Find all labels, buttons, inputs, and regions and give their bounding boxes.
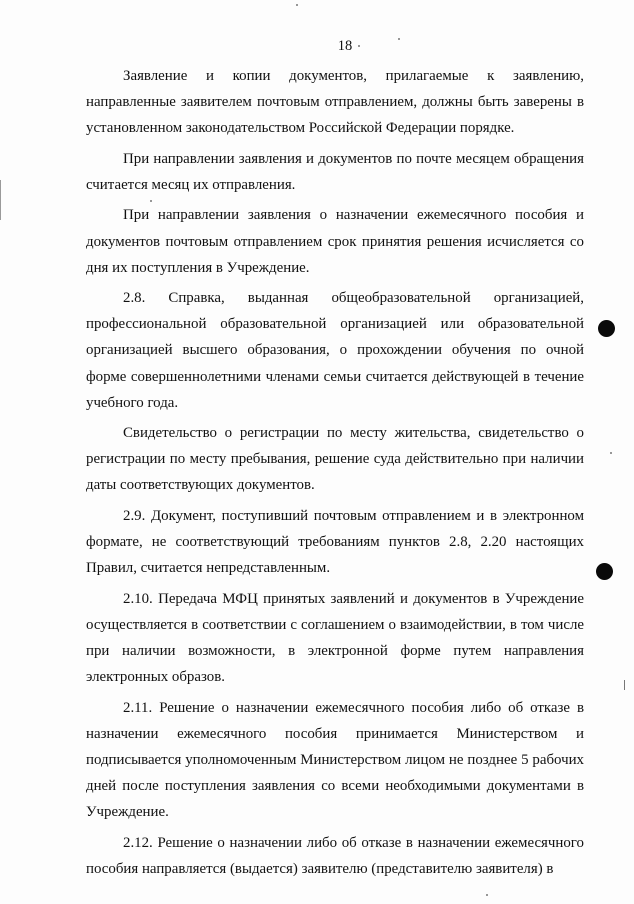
scan-speck [358,45,360,47]
paragraph-2-10: 2.10. Передача МФЦ принятых заявлений и документов в Учреждение осуществляется в соответствии с соглашением о взаимодействии, в том числе при наличии возможности, в электронной форме путем направления электронных образов. [86,590,584,686]
scan-speck [610,452,612,454]
paragraph-2-11: 2.11. Решение о назначении ежемесячного пособия либо об отказе в назначении ежемесячного пособия принимается Министерством и подписывается уполномоченным Министерством лицом не позднее 5 рабочих дней после поступления заявления со всеми необходимыми документами в Учреждение. [86,699,584,821]
paragraph-2-12: 2.12. Решение о назначении либо об отказе в назначении ежемесячного пособия направляется (выдается) заявителю (представителю заявителя) в [86,834,584,877]
punch-hole-upper [598,320,615,337]
paragraph-2-9: 2.9. Документ, поступивший почтовым отправлением и в электронном формате, не соответствующий требованиям пунктов 2.8, 2.20 настоящих Правил, считается непредставленным. [86,508,584,577]
scan-speck [150,200,152,202]
scan-speck [486,894,488,896]
paragraph-certified-copies: Заявление и копии документов, прилагаемые к заявлению, направленные заявителем почтовым отправлением, должны быть заверены в установленном законодательством Российской Федерации порядке. [86,68,584,137]
scan-edge-mark [0,180,1,220]
paragraph-decision-term: При направлении заявления о назначении ежемесячного пособия и документов почтовым отправлением срок принятия решения исчисляется со дня их поступления в Учреждение. [86,207,584,276]
paragraph-2-8: 2.8. Справка, выданная общеобразовательной организацией, профессиональной образовательной организацией или образовательной организацией высшего образования, о прохождении обучения по очной форме совершеннолетними членами семьи считается действующей в течение учебного года. [86,290,584,411]
paragraph-registration-certificate: Свидетельство о регистрации по месту жительства, свидетельство о регистрации по месту пребывания, решение суда действительно при наличии даты соответствующих документов. [86,425,584,494]
scan-speck [296,4,298,6]
page-number: 18 [337,38,353,54]
document-body [86,63,584,886]
punch-hole-lower [596,563,613,580]
scan-speck [398,38,400,40]
paragraph-postal-month: При направлении заявления и документов по почте месяцем обращения считается месяц их отправления. [86,150,584,193]
scan-speck [624,680,625,690]
